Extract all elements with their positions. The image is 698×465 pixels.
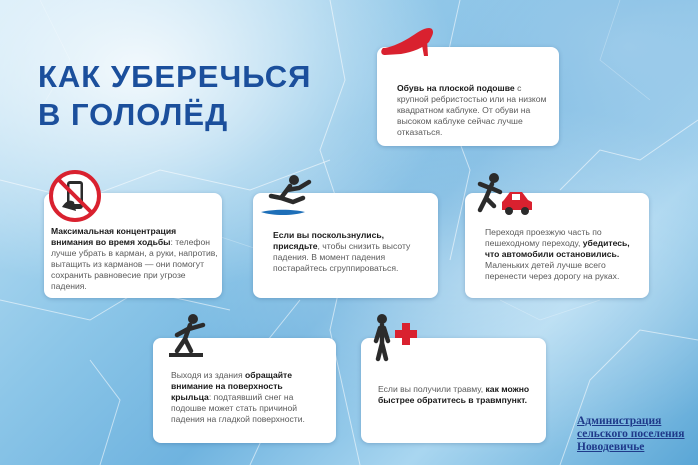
card-crossing-text-1: Переходя проезжую часть по пешеходному переходу, — [485, 227, 602, 248]
card-slip-text: , чтобы снизить высоту падения. В момент падения постарайтесь сгруппироваться. — [273, 241, 411, 273]
card-concentration-bold: Максимальная концентрация внимания во время ходьбы — [51, 226, 177, 247]
card-shoes-bold: Обувь на плоской подошве — [397, 83, 515, 93]
card-injury-text: Если вы получили травму, — [378, 384, 486, 394]
injured-person-red-cross-icon — [370, 313, 422, 363]
slipping-person-icon — [259, 172, 319, 222]
card-roof-bold: обращайте внимание на поверхность крыльца — [171, 370, 293, 402]
high-heel-shoe-icon — [377, 18, 439, 62]
page-title — [38, 58, 311, 134]
card-concentration-text: : телефон лучше убрать в карман, а руки, напротив, вытащить из карманов — они помогут сохранить равновесие при угрозе падения. — [51, 237, 218, 291]
card-injury-bold: как можно быстрее обратитесь в травмпункт. — [378, 384, 530, 405]
no-phone-icon — [48, 169, 102, 223]
credit-line-1: Администрация — [577, 415, 662, 427]
credit-link[interactable] — [577, 415, 695, 454]
card-crossing-text-2: Маленьких детей лучше всего перенести через дорогу на руках. — [485, 260, 620, 281]
credit-line-2: сельского поселения — [577, 428, 685, 440]
card-slip-bold: Если вы поскользнулись, присядьте — [273, 230, 385, 251]
card-roof-text-2: : подтаявший снег на подошве может стать причиной падения на гладкой поверхности. — [171, 392, 305, 424]
card-crossing-bold: убедитесь, что автомобили остановились. — [485, 238, 630, 259]
person-on-ice-icon — [163, 313, 213, 363]
card-roof-text-1: Выходя из здания — [171, 370, 246, 380]
card-shoes-text: с крупной ребристостью или на низком квадратном каблуке. От обуви на высоком каблуке сейчас лучше отказаться. — [397, 83, 547, 137]
title-line-2: В ГОЛОЛЁД — [38, 97, 229, 132]
title-line-1: КАК УБЕРЕЧЬСЯ — [38, 59, 312, 94]
credit-line-3: Новодевичье — [577, 441, 645, 453]
car-hit-person-icon — [472, 170, 534, 222]
